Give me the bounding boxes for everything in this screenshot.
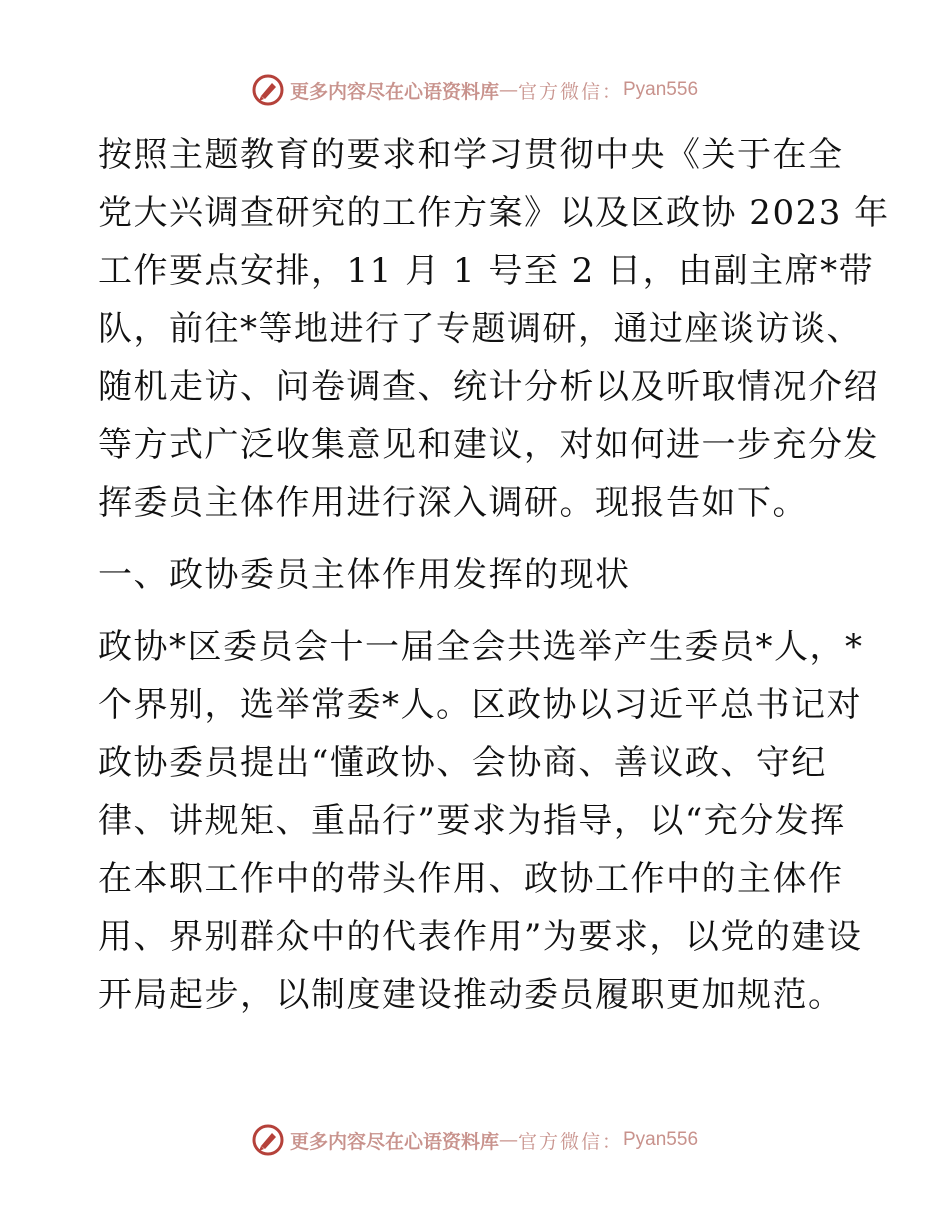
logo-icon: [252, 1124, 284, 1156]
watermark-wechat-id: Pyan556: [623, 1129, 699, 1150]
text-line: 政协*区委员会十一届全会共选举产生委员*人，*: [98, 627, 864, 667]
text-line: 律、讲规矩、重品行”要求为指导，以“充分发挥: [98, 801, 846, 841]
text-line: 个界别，选举常委*人。区政协以习近平总书记对: [98, 685, 862, 725]
watermark-header: [0, 72, 950, 108]
watermark-wechat-label: 官方微信：: [517, 80, 623, 103]
watermark-site-text: 更多内容尽在心语资料库: [289, 80, 499, 103]
text-line: 等方式广泛收集意见和建议，对如何进一步充分发: [98, 425, 879, 465]
text-line: 工作要点安排，11 月 1 号至 2 日，由副主席*带: [98, 251, 875, 291]
watermark-footer: [0, 1122, 950, 1158]
text-line: 按照主题教育的要求和学习贯彻中央《关于在全: [98, 135, 844, 175]
paragraph-status: [98, 618, 864, 1024]
watermark-dash: —: [498, 79, 518, 101]
document-body: [98, 126, 890, 1024]
watermark-dash: —: [498, 1129, 518, 1151]
text-line: 随机走访、问卷调查、统计分析以及听取情况介绍: [98, 367, 879, 407]
watermark-wechat-label: 官方微信：: [517, 1130, 623, 1153]
watermark-wechat-id: Pyan556: [623, 79, 699, 100]
text-line: 政协委员提出“懂政协、会协商、善议政、守纪: [98, 743, 827, 783]
text-line: 队，前往*等地进行了专题调研，通过座谈访谈、: [98, 309, 862, 349]
paragraph-intro: [98, 126, 890, 532]
section-heading: 一、政协委员主体作用发挥的现状: [98, 555, 631, 595]
text-line: 党大兴调查研究的工作方案》以及区政协 2023 年: [98, 193, 890, 233]
watermark-site-text: 更多内容尽在心语资料库: [289, 1130, 499, 1153]
text-line: 开局起步，以制度建设推动委员履职更加规范。: [98, 975, 844, 1015]
text-line: 挥委员主体作用进行深入调研。现报告如下。: [98, 483, 808, 523]
text-line: 在本职工作中的带头作用、政协工作中的主体作: [98, 859, 844, 899]
text-line: 用、界别群众中的代表作用”为要求，以党的建设: [98, 917, 863, 957]
logo-icon: [252, 74, 284, 106]
